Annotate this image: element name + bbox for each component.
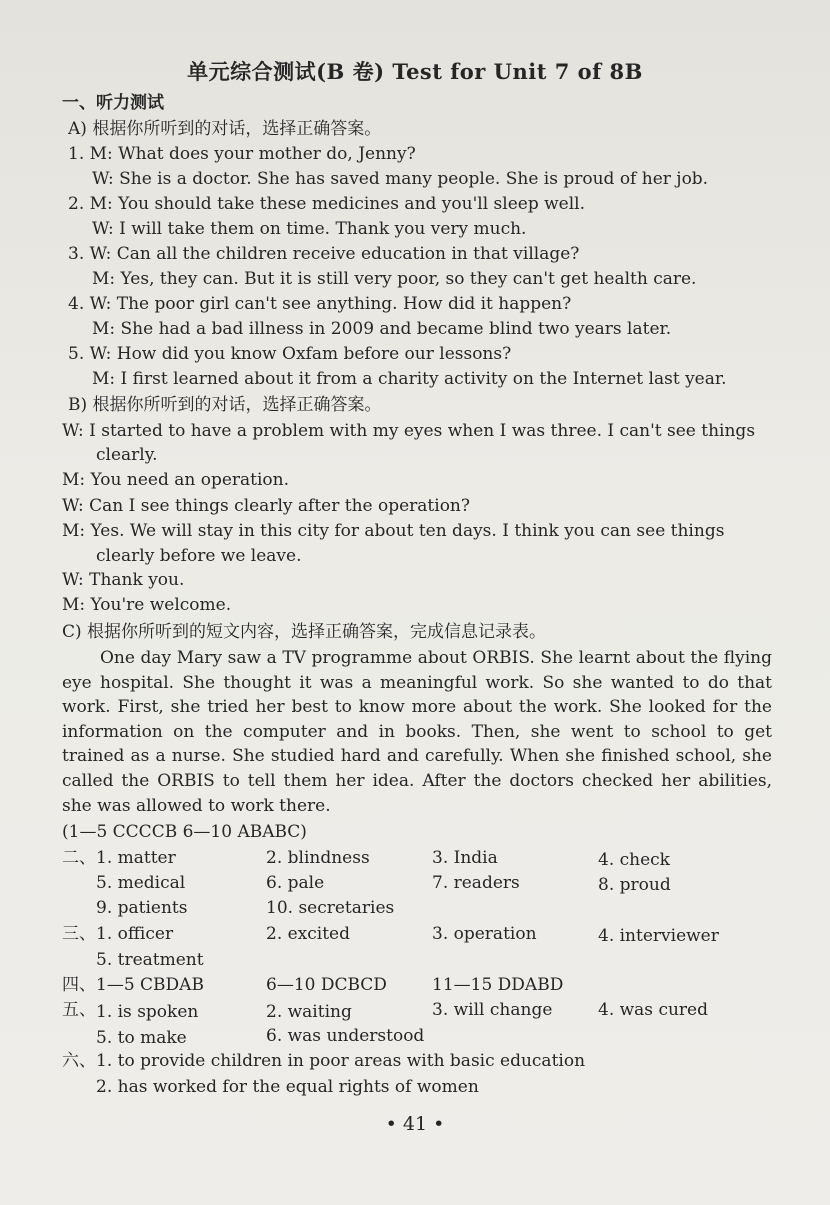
dialogue-line: M: I first learned about it from a charity activity on the Internet last year. (92, 369, 727, 389)
section-6-label: 六、 (62, 1051, 96, 1071)
dialogue-line: M: Yes, they can. But it is still very poor, so they can't get health care. (92, 269, 697, 289)
answer-item: 2. excited (266, 924, 351, 944)
dialogue-line: W: She is a doctor. She has saved many people. She is proud of her job. (92, 169, 709, 189)
dialogue-line: M: You need an operation. (62, 470, 290, 490)
dialogue-line: M: She had a bad illness in 2009 and became blind two years later. (92, 319, 672, 339)
listening-answers: (1—5 CCCCB 6—10 ABABC) (62, 822, 307, 842)
answer-item: 5. treatment (96, 950, 204, 970)
answer-item: 3. India (432, 848, 498, 868)
answer-item: 4. check (598, 850, 670, 870)
section-2-label: 二、 (62, 848, 96, 868)
part-b-instruction: B) 根据你所听到的对话，选择正确答案。 (68, 395, 382, 415)
dialogue-line: clearly before we leave. (96, 546, 302, 566)
dialogue-line: W: I started to have a problem with my eyes when I was three. I can't see things (62, 421, 756, 441)
answer-item: 11—15 DDABD (432, 975, 564, 995)
dialogue-line: M: You're welcome. (62, 595, 232, 615)
answer-item: 5. medical (96, 873, 186, 893)
answer-item: 4. interviewer (598, 926, 719, 946)
answer-item: 3. will change (432, 1000, 553, 1020)
answer-item: 1. matter (96, 848, 176, 868)
dialogue-line: M: Yes. We will stay in this city for about ten days. I think you can see things (62, 521, 725, 541)
page-title: 单元综合测试(B 卷) Test for Unit 7 of 8B (187, 59, 643, 84)
answer-item: 5. to make (96, 1028, 187, 1048)
answer-item: 6. pale (266, 873, 325, 893)
answer-item: 2. waiting (266, 1002, 352, 1022)
dialogue-line: 1. M: What does your mother do, Jenny? (68, 144, 416, 164)
dialogue-line: 2. M: You should take these medicines and you'll sleep well. (68, 194, 585, 214)
part-a-instruction: A) 根据你所听到的对话，选择正确答案。 (68, 119, 382, 139)
dialogue-line: W: Can I see things clearly after the operation? (62, 496, 470, 516)
answer-item: 6. was understood (266, 1026, 425, 1046)
dialogue-line: 5. W: How did you know Oxfam before our lessons? (68, 344, 512, 364)
passage-text: One day Mary saw a TV programme about ORBIS. She learnt about the flying eye hospital. She thought it was a meaningful work. So she wanted to do that work. First, she tried her best to know more about the work. She looked for the information on the computer and in books. Then, she went to school to get trained as a nurse. She studied hard and carefully. When she finished school, she called the ORBIS to tell them her idea. After the doctors checked her abilities, she was allowed to work there. (62, 648, 772, 816)
answer-item: 10. secretaries (266, 898, 395, 918)
answer-item: 1. officer (96, 924, 174, 944)
dialogue-line: 4. W: The poor girl can't see anything. How did it happen? (68, 294, 572, 314)
answer-item: 9. patients (96, 898, 188, 918)
answer-item: 1. to provide children in poor areas with basic education (96, 1051, 586, 1071)
dialogue-line: 3. W: Can all the children receive education in that village? (68, 244, 580, 264)
answer-item: 8. proud (598, 875, 671, 895)
dialogue-line: W: I will take them on time. Thank you very much. (92, 219, 527, 239)
part-c-instruction: C) 根据你所听到的短文内容，选择正确答案，完成信息记录表。 (62, 622, 547, 642)
answer-item: 3. operation (432, 924, 537, 944)
answer-item: 4. was cured (598, 1000, 708, 1020)
section-5-label: 五、 (62, 1000, 96, 1020)
passage (62, 646, 772, 818)
answer-item: 1. is spoken (96, 1002, 199, 1022)
dialogue-line: clearly. (96, 445, 158, 465)
page-number: • 41 • (385, 1113, 445, 1135)
answer-item: 6—10 DCBCD (266, 975, 387, 995)
section-3-label: 三、 (62, 924, 96, 944)
section-1-heading: 一、听力测试 (62, 93, 164, 113)
answer-item: 2. blindness (266, 848, 370, 868)
answer-item: 7. readers (432, 873, 520, 893)
dialogue-line: W: Thank you. (62, 570, 185, 590)
answer-item: 2. has worked for the equal rights of women (96, 1077, 479, 1097)
answer-item: 1—5 CBDAB (96, 975, 204, 995)
section-4-label: 四、 (62, 975, 96, 995)
